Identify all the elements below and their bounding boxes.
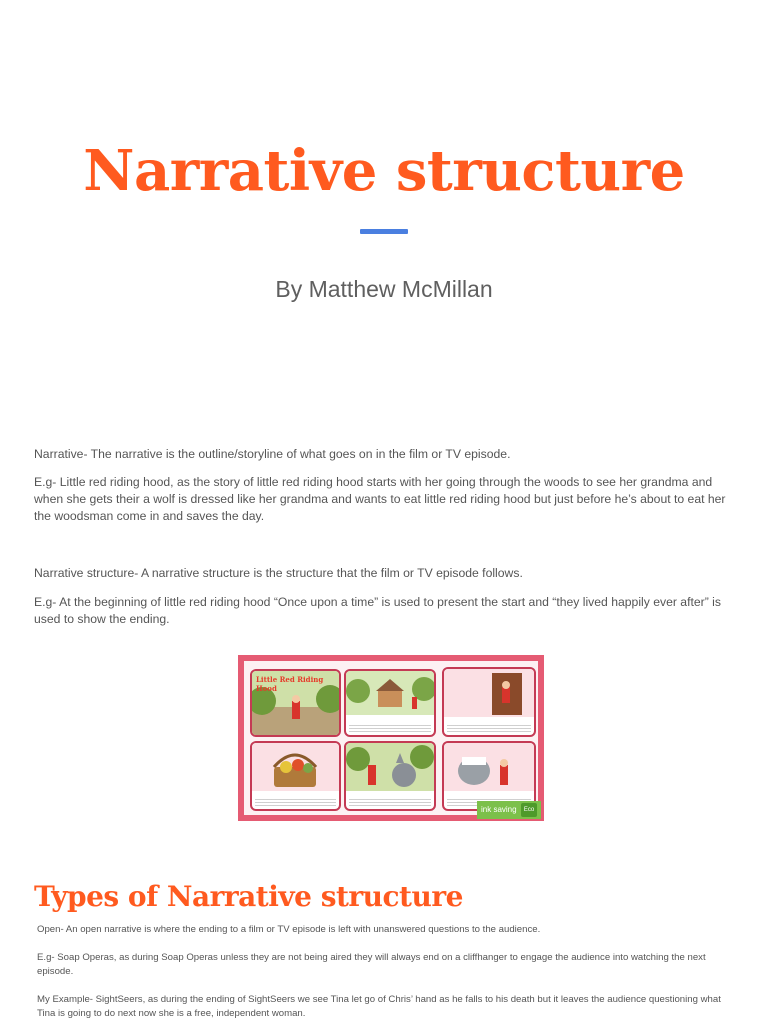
wolf-forest-picture [346, 743, 434, 791]
byline: By Matthew McMillan [275, 276, 493, 302]
panel-cottage [344, 669, 436, 737]
open-narrative-example: E.g- Soap Operas, as during Soap Operas unless they are not being aired they will always end on a cliffhanger to engage the audience into watching the next episode. [37, 952, 706, 977]
page-title: Narrative structure [83, 138, 685, 204]
panel-title-text: Little Red Riding Hood [256, 675, 324, 693]
storyboard-image [238, 655, 544, 821]
panel-title-scene [250, 669, 341, 737]
panel-caption [349, 723, 431, 733]
ink-saving-label: ink saving [481, 805, 517, 814]
panel-caption [349, 797, 431, 807]
cottage-picture [346, 671, 434, 715]
title-divider [360, 229, 408, 234]
narrative-definition: Narrative- The narrative is the outline/storyline of what goes on in the film or TV episode. [34, 447, 511, 461]
open-narrative-definition: Open- An open narrative is where the ending to a film or TV episode is left with unanswered questions to the audience. [37, 924, 541, 935]
panel-caption [255, 797, 336, 807]
eco-icon: Eco [521, 803, 537, 817]
grandma-wolf-picture [444, 743, 534, 791]
ink-saving-badge [477, 801, 541, 819]
storyboard-sheet [244, 661, 538, 815]
structure-example: E.g- At the beginning of little red riding hood “Once upon a time” is used to present the start and “they lived happily ever after” is used to show the ending. [34, 595, 721, 626]
basket-picture [252, 743, 339, 791]
open-narrative-my-example: My Example- SightSeers, as during the ending of SightSeers we see Tina let go of Chris’ hand as he falls to his death but it leaves the audience questioning what Tina is going to do next now she is a free, independent woman. [37, 994, 721, 1019]
panel-wolf-forest [344, 741, 436, 811]
narrative-example: E.g- Little red riding hood, as the story of little red riding hood starts with her going through the woods to see her grandma and when she gets their a wolf is dressed like her grandma and wants to eat little red riding hood but just before he’s about to eat her the woodsman come in and saves the day. [34, 475, 726, 523]
section-heading: Types of Narrative structure [34, 880, 463, 913]
panel-caption [447, 723, 531, 733]
panel-door [442, 667, 536, 737]
panel-basket [250, 741, 341, 811]
structure-definition: Narrative structure- A narrative structure is the structure that the film or TV episode follows. [34, 566, 523, 580]
door-picture [444, 669, 534, 717]
